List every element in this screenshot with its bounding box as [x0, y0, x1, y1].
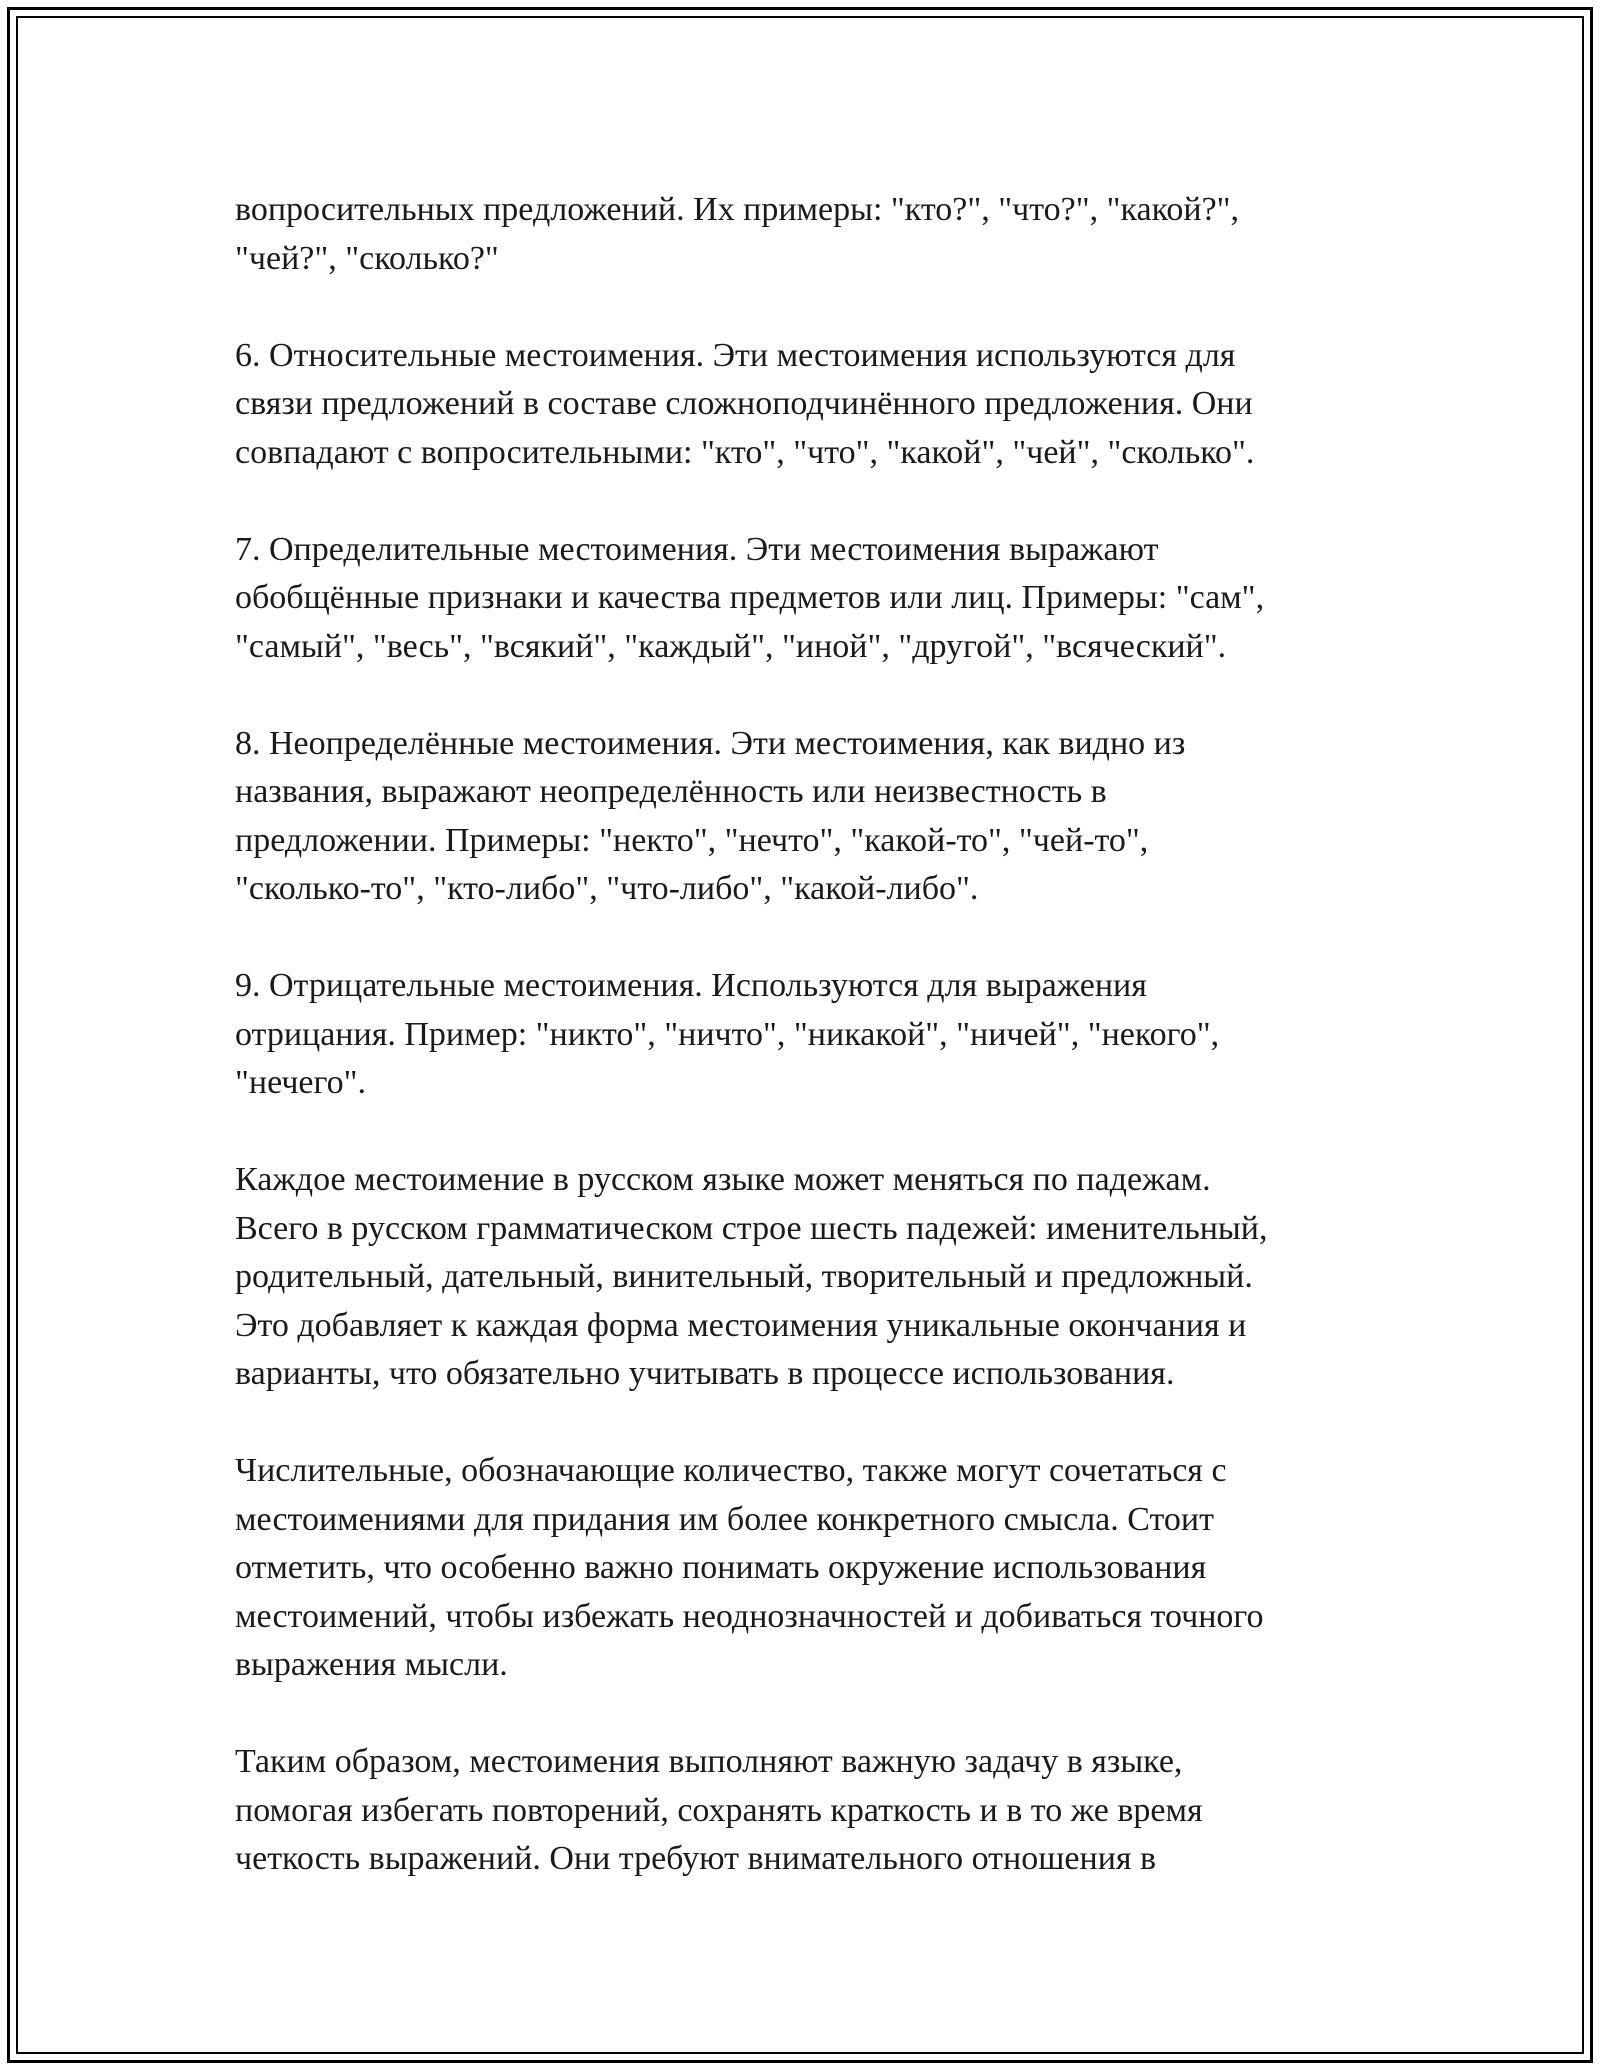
paragraph-cases: Каждое местоимение в русском языке может меняться по падежам. Всего в русском грамматическом строе шесть падежей: именительный, родительный, дательный, винительный, творительный и предложный. Это добавляет к каждая форма местоимения уникальные окончания и варианты, что обязательно учитывать в процессе использования. [235, 1161, 1268, 1392]
paragraph-numerals: Числительные, обозначающие количество, также могут сочетаться с местоимениями для придания им более конкретного смысла. Стоит отметить, что особенно важно понимать окружение использования местоимений, чтобы избежать неоднозначностей и добиваться точного выражения мысли. [235, 1452, 1264, 1683]
paragraph-negative-pronouns: 9. Отрицательные местоимения. Используются для выражения отрицания. Пример: "никто", "ничто", "никакой", "ничей", "некого", "нечего". [235, 967, 1220, 1101]
paragraph-relative-pronouns: 6. Относительные местоимения. Эти местоимения используются для связи предложений в составе сложноподчинённого предложения. Они совпадают с вопросительными: "кто", "что", "какой", "чей", "сколько". [235, 336, 1255, 471]
paragraph-interrogative-continued: вопросительных предложений. Их примеры: "кто?", "что?", "какой?", "чей?", "сколько?" [235, 191, 1240, 277]
paragraph-determinative-pronouns: 7. Определительные местоимения. Эти местоимения выражают обобщённые признаки и качества предметов или лиц. Примеры: "сам", "самый", "весь", "всякий", "каждый", "иной", "другой", "всяческий". [235, 530, 1265, 665]
document-body [235, 186, 1375, 1932]
paragraph-indefinite-pronouns: 8. Неопределённые местоимения. Эти местоимения, как видно из названия, выражают неопределённость или неизвестность в предложении. Примеры: "некто", "нечто", "какой-то", "чей-то", "сколько-то", "кто-либо", "что-либо", "какой-либо". [235, 724, 1186, 907]
paragraph-conclusion: Таким образом, местоимения выполняют важную задачу в языке, помогая избегать повторений, сохранять краткость и в то же время четкость выражений. Они требуют внимательного отношения в [235, 1743, 1203, 1877]
